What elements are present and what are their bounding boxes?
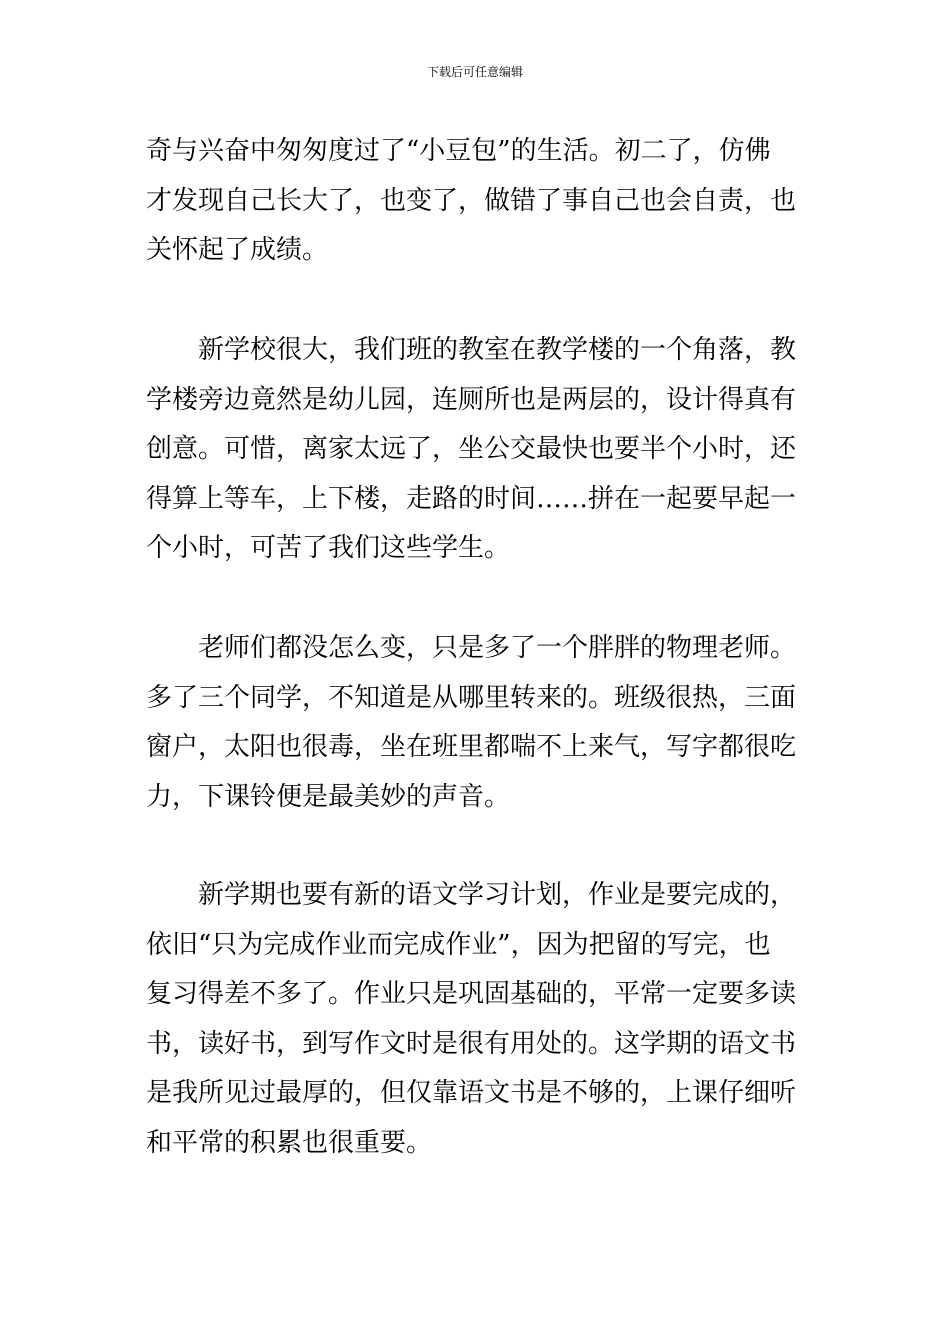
text-line: 新学期也要有新的语文学习计划，作业是要完成的，	[198, 880, 797, 910]
text-line: 得算上等车，上下楼，走路的时间……拼在一起要早起一	[146, 483, 797, 514]
text-line: 老师们都没怎么变，只是多了一个胖胖的物理老师。	[198, 633, 797, 663]
paragraph-4	[146, 871, 796, 1169]
text-line: 书，读好书，到写作文时是很有用处的。这学期的语文书	[146, 1028, 797, 1059]
text-line: 个小时，可苦了我们这些学生。	[146, 533, 511, 564]
text-line: 力，下课铃便是最美妙的声音。	[146, 781, 511, 812]
text-line: 才发现自己长大了，也变了，做错了事自己也会自责，也	[146, 185, 797, 216]
text-line: 新学校很大，我们班的教室在教学楼的一个角落，教	[198, 335, 797, 365]
text-line: 复习得差不多了。作业只是巩固基础的，平常一定要多读	[146, 979, 797, 1010]
text-line: 是我所见过最厚的，但仅靠语文书是不够的，上课仔细听	[146, 1078, 797, 1109]
text-line: 窗户，太阳也很毒，坐在班里都喘不上来气，写字都很吃	[146, 732, 797, 763]
paragraph-3	[146, 624, 796, 822]
text-line: 多了三个同学，不知道是从哪里转来的。班级很热，三面	[146, 682, 797, 713]
text-line: 奇与兴奋中匆匆度过了“小豆包”的生活。初二了，仿佛	[146, 136, 771, 166]
text-line: 创意。可惜，离家太远了，坐公交最快也要半个小时，还	[146, 434, 797, 465]
text-line: 依旧“只为完成作业而完成作业”，因为把留的写完，也	[146, 929, 771, 960]
text-line: 关怀起了成绩。	[146, 235, 329, 266]
paragraph-1	[146, 127, 796, 276]
page-header: 下载后可任意编辑	[426, 65, 523, 79]
text-line: 和平常的积累也很重要。	[146, 1127, 433, 1158]
paragraph-2	[146, 326, 796, 574]
text-line: 学楼旁边竟然是幼儿园，连厕所也是两层的，设计得真有	[146, 384, 797, 415]
